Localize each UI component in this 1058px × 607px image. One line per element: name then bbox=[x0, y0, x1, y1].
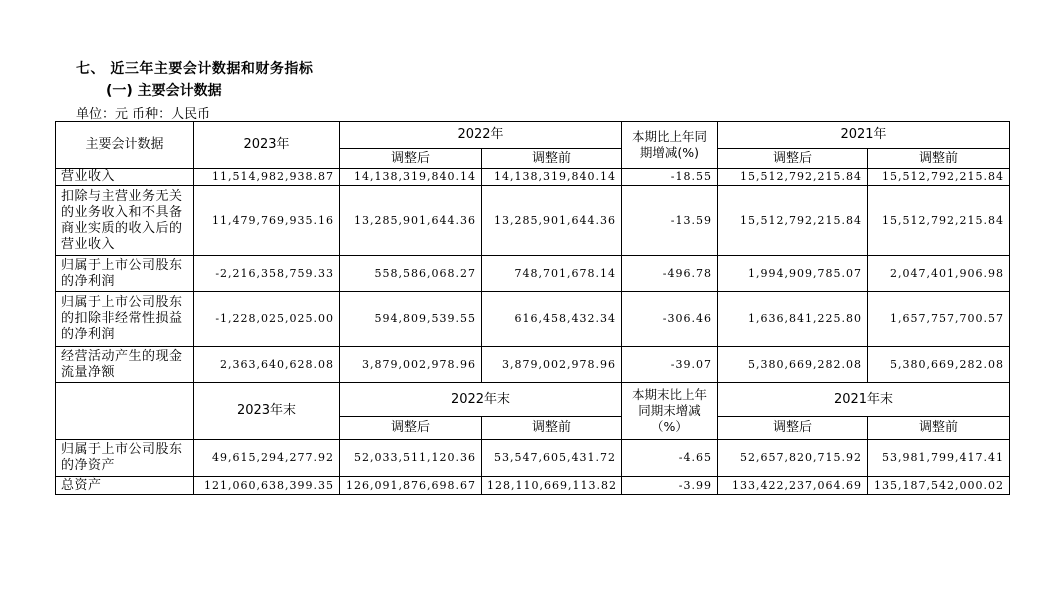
cell-2023: 49,615,294,277.92 bbox=[194, 440, 340, 477]
cell-2022-before: 128,110,669,113.82 bbox=[482, 477, 622, 495]
cell-2022-adjusted: 14,138,319,840.14 bbox=[340, 169, 482, 186]
cell-2022-before: 748,701,678.14 bbox=[482, 256, 622, 292]
cell-2022-adjusted: 126,091,876,698.67 bbox=[340, 477, 482, 495]
cell-2021-before: 15,512,792,215.84 bbox=[868, 169, 1010, 186]
header-2022-end-before: 调整前 bbox=[482, 417, 622, 440]
row-label: 归属于上市公司股东的净利润 bbox=[56, 256, 194, 292]
cell-change: -496.78 bbox=[622, 256, 718, 292]
table-row bbox=[56, 477, 1010, 495]
row-label: 总资产 bbox=[56, 477, 194, 495]
row-label: 经营活动产生的现金流量净额 bbox=[56, 347, 194, 383]
section-heading: 七、 近三年主要会计数据和财务指标 bbox=[76, 61, 314, 77]
header-2022-end: 2022年末 bbox=[340, 383, 622, 417]
cell-2021-before: 53,981,799,417.41 bbox=[868, 440, 1010, 477]
subsection-heading: (一) 主要会计数据 bbox=[106, 83, 222, 99]
table-row bbox=[56, 292, 1010, 347]
row-label: 营业收入 bbox=[56, 169, 194, 186]
header-2021-end-adjusted: 调整后 bbox=[718, 417, 868, 440]
cell-2022-adjusted: 13,285,901,644.36 bbox=[340, 186, 482, 256]
cell-2021-adjusted: 52,657,820,715.92 bbox=[718, 440, 868, 477]
cell-2021-adjusted: 5,380,669,282.08 bbox=[718, 347, 868, 383]
cell-2022-adjusted: 3,879,002,978.96 bbox=[340, 347, 482, 383]
cell-2022-adjusted: 52,033,511,120.36 bbox=[340, 440, 482, 477]
cell-2023: -2,216,358,759.33 bbox=[194, 256, 340, 292]
table-row bbox=[56, 256, 1010, 292]
cell-2022-adjusted: 558,586,068.27 bbox=[340, 256, 482, 292]
cell-2023: -1,228,025,025.00 bbox=[194, 292, 340, 347]
header-yoy-change: 本期比上年同期增减(%) bbox=[622, 122, 718, 169]
header-2021-adjusted: 调整后 bbox=[718, 149, 868, 169]
header-2022: 2022年 bbox=[340, 122, 622, 149]
cell-2022-before: 14,138,319,840.14 bbox=[482, 169, 622, 186]
cell-2022-adjusted: 594,809,539.55 bbox=[340, 292, 482, 347]
cell-change: -4.65 bbox=[622, 440, 718, 477]
row-label: 扣除与主营业务无关的业务收入和不具备商业实质的收入后的营业收入 bbox=[56, 186, 194, 256]
cell-change: -306.46 bbox=[622, 292, 718, 347]
cell-change: -3.99 bbox=[622, 477, 718, 495]
cell-2021-before: 2,047,401,906.98 bbox=[868, 256, 1010, 292]
header-2021-before: 调整前 bbox=[868, 149, 1010, 169]
cell-2021-adjusted: 15,512,792,215.84 bbox=[718, 169, 868, 186]
cell-2022-before: 13,285,901,644.36 bbox=[482, 186, 622, 256]
cell-2021-adjusted: 1,636,841,225.80 bbox=[718, 292, 868, 347]
header-2021-end: 2021年末 bbox=[718, 383, 1010, 417]
header-2022-before: 调整前 bbox=[482, 149, 622, 169]
cell-change: -39.07 bbox=[622, 347, 718, 383]
cell-2022-before: 3,879,002,978.96 bbox=[482, 347, 622, 383]
cell-change: -18.55 bbox=[622, 169, 718, 186]
header-2023: 2023年 bbox=[194, 122, 340, 169]
header-blank-cell bbox=[56, 383, 194, 440]
cell-2023: 11,514,982,938.87 bbox=[194, 169, 340, 186]
cell-2023: 2,363,640,628.08 bbox=[194, 347, 340, 383]
accounting-data-table bbox=[55, 121, 1010, 495]
cell-2022-before: 616,458,432.34 bbox=[482, 292, 622, 347]
cell-2021-before: 5,380,669,282.08 bbox=[868, 347, 1010, 383]
cell-2021-before: 135,187,542,000.02 bbox=[868, 477, 1010, 495]
unit-currency-line: 单位：元 币种：人民币 bbox=[76, 107, 211, 122]
cell-2023: 121,060,638,399.35 bbox=[194, 477, 340, 495]
table-row bbox=[56, 186, 1010, 256]
header-main-data: 主要会计数据 bbox=[56, 122, 194, 169]
row-label: 归属于上市公司股东的净资产 bbox=[56, 440, 194, 477]
cell-2021-adjusted: 15,512,792,215.84 bbox=[718, 186, 868, 256]
table-row bbox=[56, 440, 1010, 477]
table-row bbox=[56, 169, 1010, 186]
cell-2022-before: 53,547,605,431.72 bbox=[482, 440, 622, 477]
row-label: 归属于上市公司股东的扣除非经常性损益的净利润 bbox=[56, 292, 194, 347]
table-row bbox=[56, 347, 1010, 383]
header-2021: 2021年 bbox=[718, 122, 1010, 149]
header-2022-adjusted: 调整后 bbox=[340, 149, 482, 169]
header-yoy-end-change: 本期末比上年同期末增减（%） bbox=[622, 383, 718, 440]
header-2021-end-before: 调整前 bbox=[868, 417, 1010, 440]
cell-2023: 11,479,769,935.16 bbox=[194, 186, 340, 256]
cell-2021-adjusted: 1,994,909,785.07 bbox=[718, 256, 868, 292]
cell-change: -13.59 bbox=[622, 186, 718, 256]
cell-2021-before: 15,512,792,215.84 bbox=[868, 186, 1010, 256]
header-2022-end-adjusted: 调整后 bbox=[340, 417, 482, 440]
cell-2021-adjusted: 133,422,237,064.69 bbox=[718, 477, 868, 495]
cell-2021-before: 1,657,757,700.57 bbox=[868, 292, 1010, 347]
header-2023-end: 2023年末 bbox=[194, 383, 340, 440]
